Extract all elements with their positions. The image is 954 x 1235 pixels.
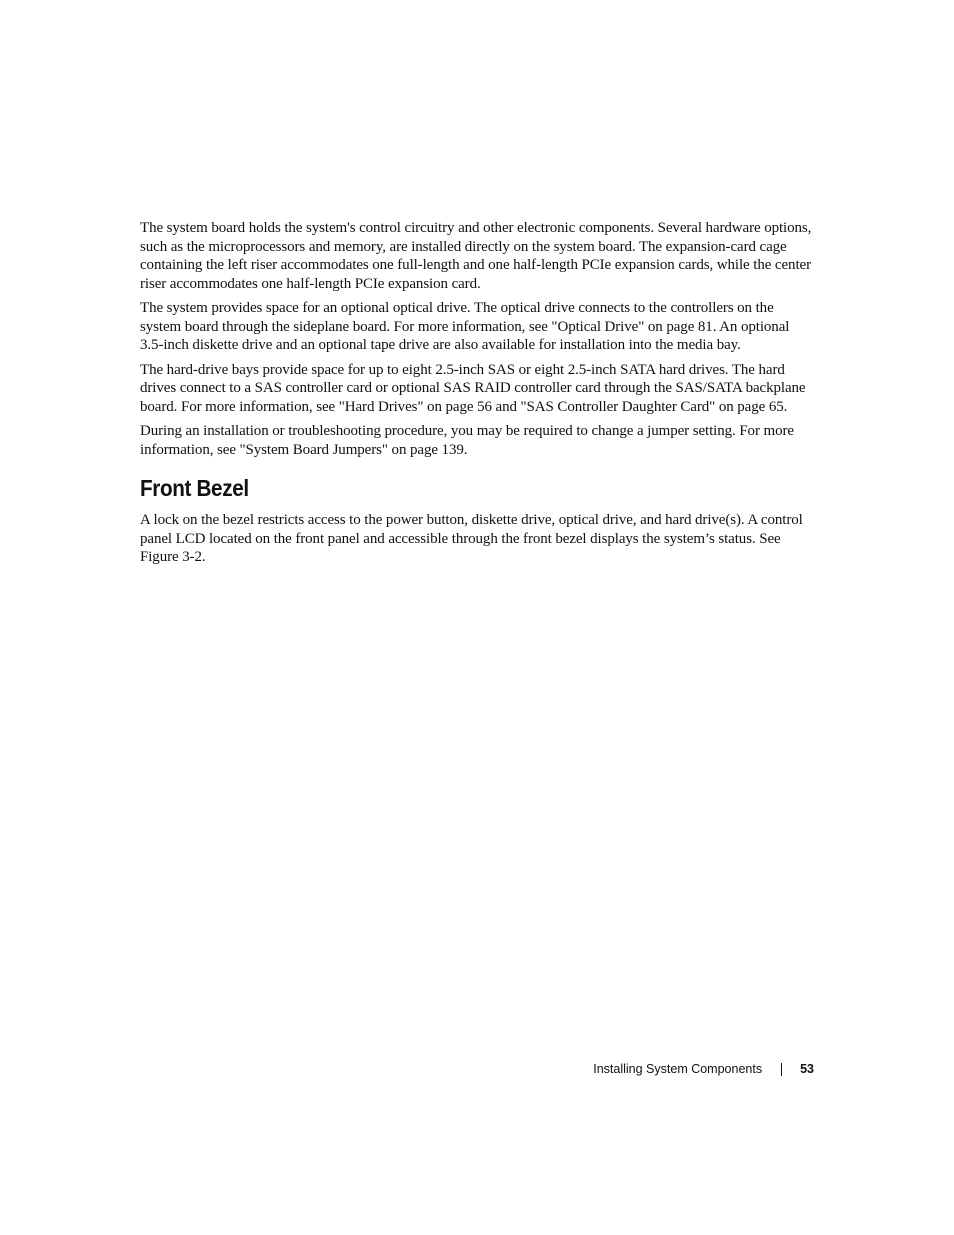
section-heading-front-bezel: Front Bezel bbox=[140, 475, 249, 501]
page-content bbox=[140, 219, 816, 573]
paragraph-optical-drive: The system provides space for an optional optical drive. The optical drive connects to the controllers on the system board through the sideplane board. For more information, see "Optical Drive" on page 81. An optional 3.5-inch diskette drive and an optional tape drive are also available for installation into the media bay. bbox=[140, 300, 790, 353]
page-footer bbox=[593, 1062, 814, 1076]
paragraph-jumper-setting: During an installation or troubleshooting procedure, you may be required to change a jumper setting. For more information, see "System Board Jumpers" on page 139. bbox=[140, 423, 794, 458]
paragraph-system-board: The system board holds the system's control circuitry and other electronic components. Several hardware options, such as the microprocessors and memory, are installed directly on the system board. The expansion-card cage containing the left riser accommodates one full-length and one half-length PCIe expansion cards, while the center riser accommodates one half-length PCIe expansion card. bbox=[140, 220, 812, 292]
paragraph-front-bezel: A lock on the bezel restricts access to the power button, diskette drive, optical drive, and hard drive(s). A control panel LCD located on the front panel and accessible through the front bezel displays the system’s status. See Figure 3-2. bbox=[140, 512, 803, 565]
footer-chapter-title: Installing System Components bbox=[593, 1062, 763, 1076]
paragraph-hard-drive-bays: The hard-drive bays provide space for up to eight 2.5-inch SAS or eight 2.5-inch SATA hard drives. The hard drives connect to a SAS controller card or optional SAS RAID controller card through the SAS/SATA backplane board. For more information, see "Hard Drives" on page 56 and "SAS Controller Daughter Card" on page 65. bbox=[140, 361, 806, 415]
page-number: 53 bbox=[800, 1062, 814, 1076]
footer-divider bbox=[781, 1063, 782, 1076]
